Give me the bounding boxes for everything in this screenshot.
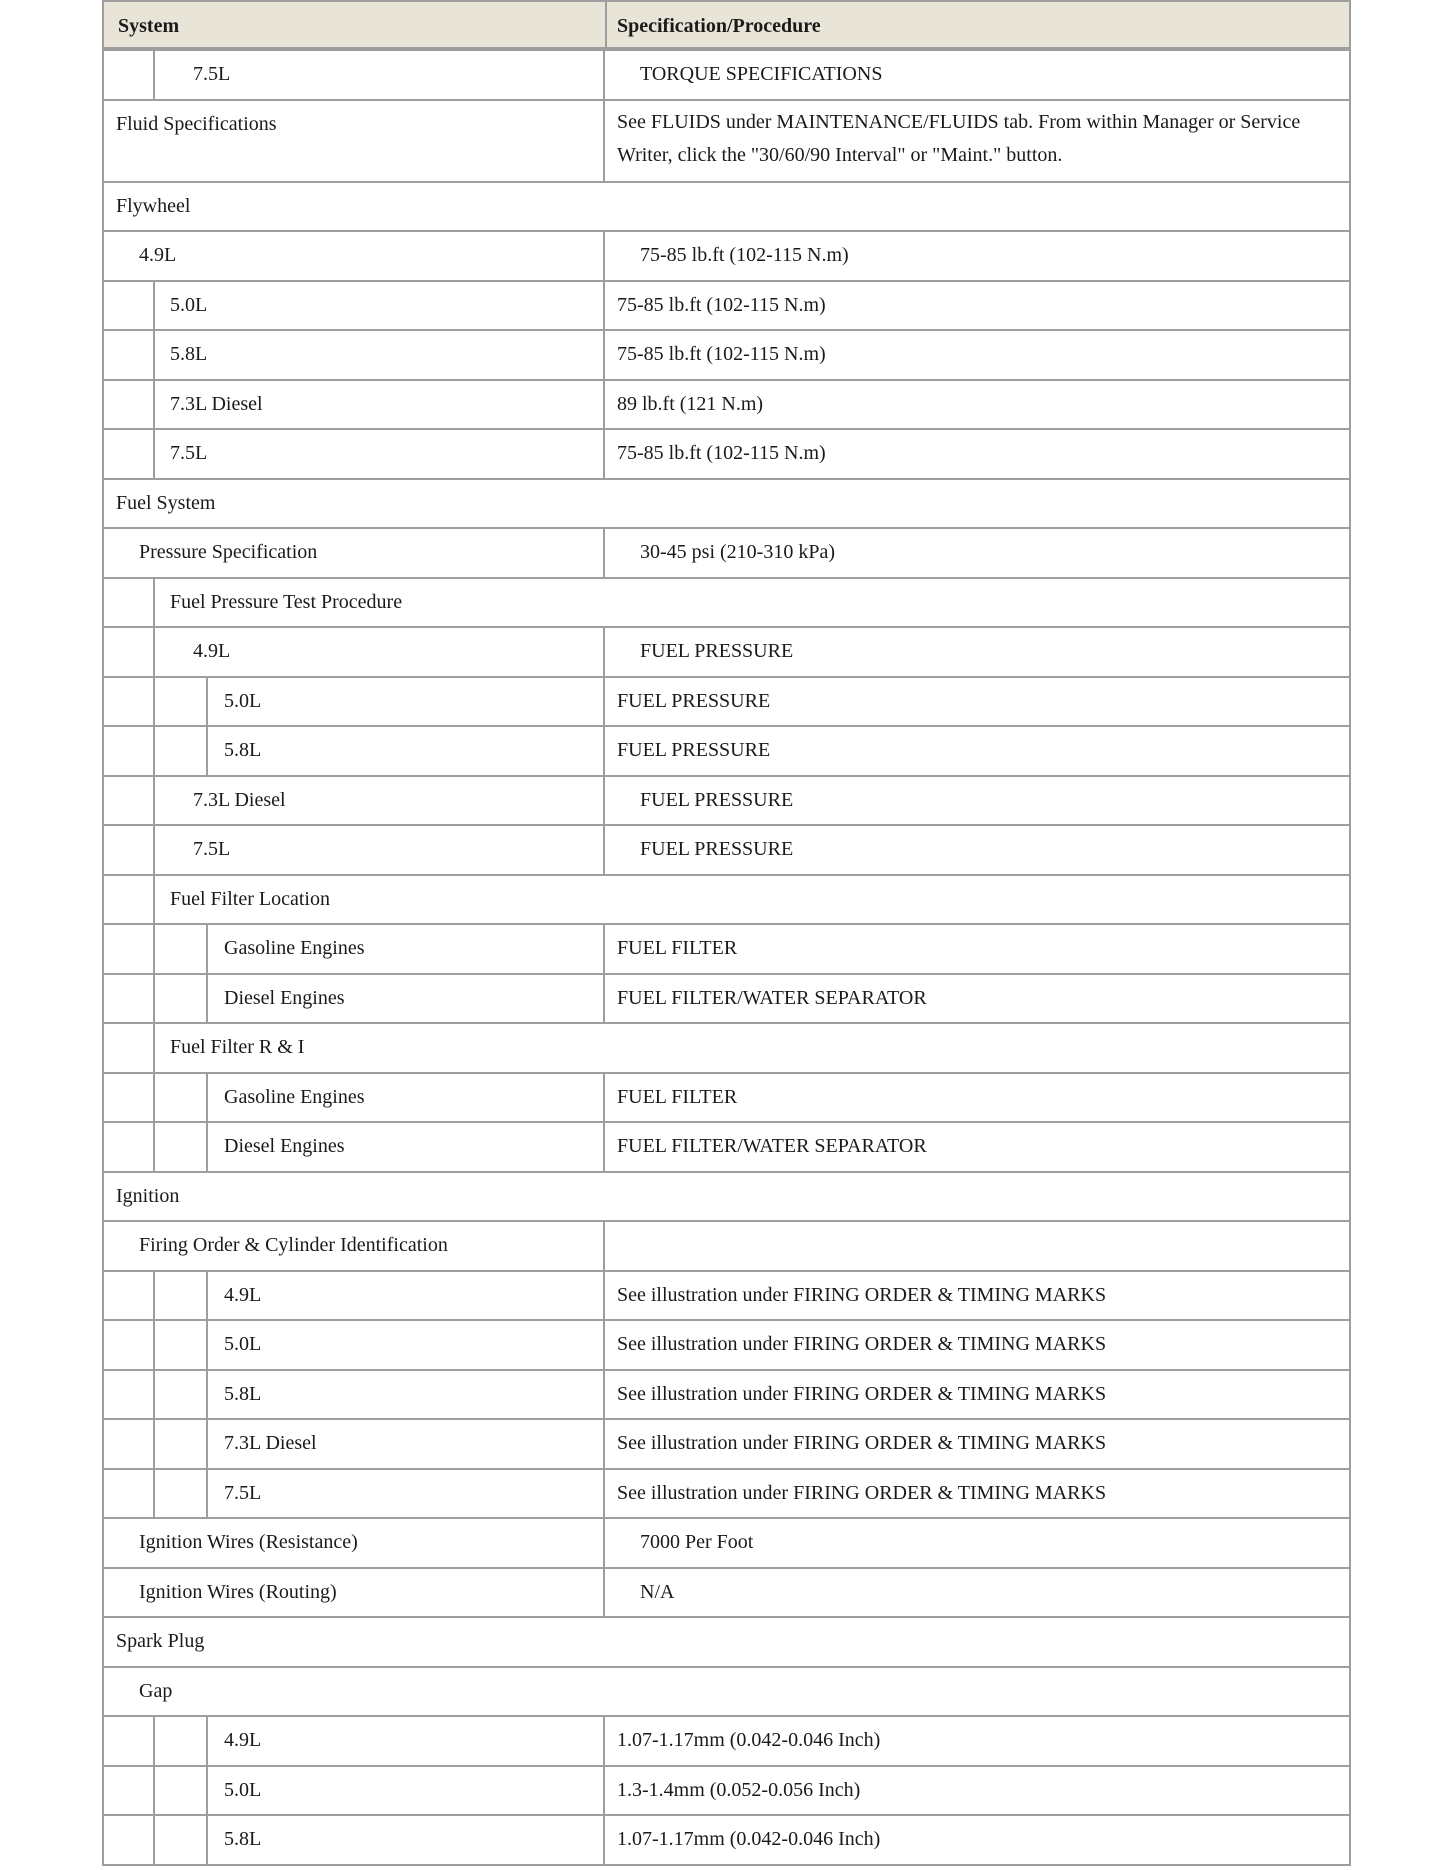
system-cell: 5.8L: [224, 739, 262, 761]
table-row: [102, 1171, 1351, 1221]
system-cell: 5.0L: [224, 1333, 262, 1355]
system-cell: Fuel Filter Location: [170, 887, 330, 910]
table-row: [102, 99, 1351, 181]
spec-cell: FUEL FILTER: [617, 1085, 738, 1108]
spec-cell: 1.3-1.4mm (0.052-0.056 Inch): [617, 1778, 861, 1801]
spec-cell: See FLUIDS under MAINTENANCE/FLUIDS tab. From within Manager or Service Writer, click the "30/60/90 Interval" or "Maint." button.: [617, 110, 1301, 166]
table-row: [102, 824, 1351, 874]
system-cell: Gap: [139, 1679, 173, 1702]
table-row: [102, 676, 1351, 726]
system-cell: 5.0L: [170, 293, 208, 316]
table-row: [102, 428, 1351, 478]
table-row: [102, 775, 1351, 825]
spec-cell: 7000 Per Foot: [640, 1531, 754, 1553]
system-cell: Diesel Engines: [224, 1135, 345, 1157]
system-cell: Firing Order & Cylinder Identification: [139, 1234, 448, 1256]
system-cell: 7.3L Diesel: [224, 1432, 317, 1454]
table-row: [102, 1418, 1351, 1468]
spec-cell: 75-85 lb.ft (102-115 N.m): [617, 343, 826, 365]
spec-cell: 75-85 lb.ft (102-115 N.m): [640, 244, 849, 266]
table-row: [102, 1022, 1351, 1072]
system-cell: 4.9L: [193, 640, 231, 662]
system-cell: 7.5L: [170, 442, 208, 464]
spec-cell: See illustration under FIRING ORDER & TIMING MARKS: [617, 1432, 1107, 1454]
spec-cell: FUEL FILTER/WATER SEPARATOR: [617, 1135, 927, 1157]
table-row: [102, 577, 1351, 627]
spec-cell: 1.07-1.17mm (0.042-0.046 Inch): [617, 1729, 881, 1751]
table-row: [102, 1121, 1351, 1171]
spec-cell: FUEL PRESSURE: [617, 689, 771, 712]
table-row: [102, 379, 1351, 429]
system-cell: 7.5L: [193, 838, 231, 860]
spec-cell: FUEL PRESSURE: [640, 640, 794, 662]
spec-cell: 75-85 lb.ft (102-115 N.m): [617, 293, 826, 316]
table-row: [102, 725, 1351, 775]
table-row: [102, 973, 1351, 1023]
header-spec: Specification/Procedure: [617, 15, 821, 37]
system-cell: 5.0L: [224, 689, 262, 712]
table-row: [102, 1666, 1351, 1716]
system-cell: Fuel Pressure Test Procedure: [170, 590, 403, 613]
table-row: [102, 1220, 1351, 1270]
spec-cell: FUEL PRESSURE: [640, 788, 794, 811]
system-cell: Fuel System: [116, 491, 216, 514]
spec-cell: FUEL PRESSURE: [640, 838, 794, 860]
table-bottom-border: [102, 1864, 1351, 1866]
table-row: [102, 1814, 1351, 1864]
system-cell: 4.9L: [224, 1729, 262, 1751]
system-cell: Ignition Wires (Routing): [139, 1580, 337, 1603]
table-row: [102, 280, 1351, 330]
table-row: [102, 1369, 1351, 1419]
system-cell: Fluid Specifications: [116, 112, 277, 135]
system-cell: 7.5L: [193, 63, 231, 85]
spec-cell: FUEL FILTER/WATER SEPARATOR: [617, 986, 927, 1009]
table-row: [102, 1319, 1351, 1369]
system-cell: Ignition: [116, 1184, 180, 1207]
system-cell: 5.8L: [170, 343, 208, 365]
system-cell: 7.5L: [224, 1481, 262, 1504]
table-row: [102, 1765, 1351, 1815]
table-row: [102, 1072, 1351, 1122]
system-cell: 4.9L: [224, 1283, 262, 1306]
table-row: [102, 527, 1351, 577]
table-row: [102, 1567, 1351, 1617]
table-row: [102, 626, 1351, 676]
table-row: [102, 1468, 1351, 1518]
table-row: [102, 181, 1351, 231]
table-row: [102, 1616, 1351, 1666]
system-cell: 5.8L: [224, 1828, 262, 1850]
table-row: [102, 1270, 1351, 1320]
system-cell: Spark Plug: [116, 1630, 205, 1652]
system-cell: Ignition Wires (Resistance): [139, 1531, 358, 1553]
table-row: [102, 923, 1351, 973]
table-row: [102, 230, 1351, 280]
system-cell: Diesel Engines: [224, 986, 345, 1009]
spec-cell: 1.07-1.17mm (0.042-0.046 Inch): [617, 1828, 881, 1850]
system-cell: Pressure Specification: [139, 541, 318, 563]
spec-cell: 89 lb.ft (121 N.m): [617, 392, 764, 415]
spec-cell: FUEL FILTER: [617, 937, 738, 959]
system-cell: Flywheel: [116, 194, 191, 217]
system-cell: Fuel Filter R & I: [170, 1036, 305, 1058]
table-header: [102, 0, 1351, 49]
table-row: [102, 1517, 1351, 1567]
table-row: [102, 49, 1351, 99]
system-cell: 5.0L: [224, 1778, 262, 1801]
system-cell: 5.8L: [224, 1382, 262, 1405]
spec-cell: See illustration under FIRING ORDER & TIMING MARKS: [617, 1283, 1107, 1306]
spec-cell: See illustration under FIRING ORDER & TIMING MARKS: [617, 1481, 1107, 1504]
spec-cell: FUEL PRESSURE: [617, 739, 771, 761]
spec-cell: 75-85 lb.ft (102-115 N.m): [617, 442, 826, 464]
spec-cell: 30-45 psi (210-310 kPa): [640, 541, 835, 563]
system-cell: 7.3L Diesel: [193, 788, 286, 811]
system-cell: Gasoline Engines: [224, 937, 365, 959]
spec-cell: N/A: [640, 1580, 675, 1603]
header-system: System: [118, 15, 180, 37]
table-row: [102, 1715, 1351, 1765]
system-cell: 4.9L: [139, 244, 177, 266]
spec-cell: See illustration under FIRING ORDER & TIMING MARKS: [617, 1382, 1107, 1405]
table-row: [102, 478, 1351, 528]
table-row: [102, 329, 1351, 379]
system-cell: Gasoline Engines: [224, 1085, 365, 1108]
spec-cell: See illustration under FIRING ORDER & TIMING MARKS: [617, 1333, 1107, 1355]
spec-cell: TORQUE SPECIFICATIONS: [640, 63, 883, 85]
system-cell: 7.3L Diesel: [170, 392, 263, 415]
table-row: [102, 874, 1351, 924]
